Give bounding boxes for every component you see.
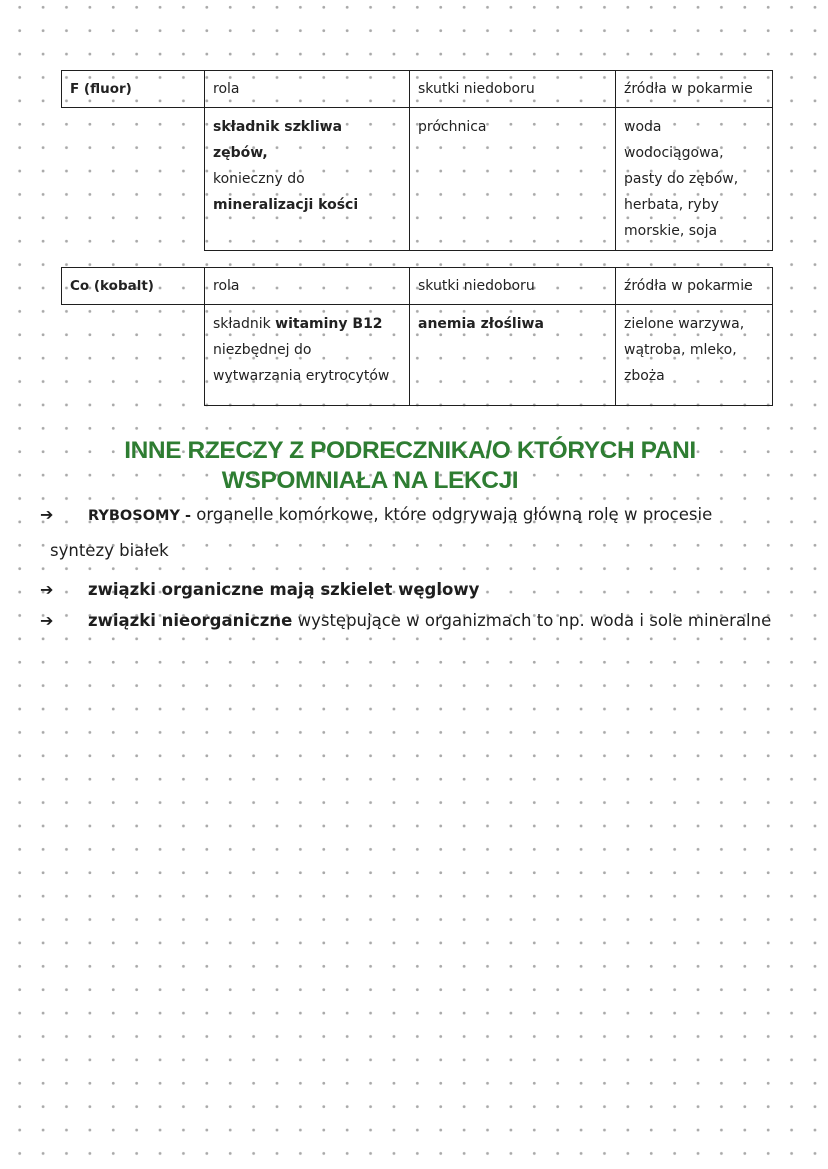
table-row [62,108,773,251]
note-strong: RYBOSOMY - [88,508,192,524]
table-row [62,305,773,406]
role-line-3: wytwarzania erytrocytów [213,368,390,384]
role-strong-2: mineralizacji kości [213,197,359,213]
note-text: organelle komórkowe, które odgrywają główną rolę w procesie [191,505,713,524]
header-deficiency: skutki niedoboru [410,268,616,305]
source-item: zboża [624,368,665,384]
header-role: rola [205,71,410,108]
role-strong-1: składnik szkliwa zębów, [213,119,343,161]
header-sources: źródła w pokarmie [616,268,773,305]
header-sources: źródła w pokarmie [616,71,773,108]
empty-cell [62,305,205,406]
role-cell [205,305,410,406]
deficiency-cell: próchnica [410,108,616,251]
cobalt-table [61,267,773,406]
element-symbol: F (fluor) [62,71,205,108]
deficiency-cell: anemia złośliwa [410,305,616,406]
source-item: woda wodociągowa, [624,119,724,161]
empty-cell [62,108,205,251]
role-cell [205,108,410,251]
arrow-icon: ➔ [40,611,54,630]
fluor-table [61,70,773,251]
header-role: rola [205,268,410,305]
source-item: pasty do zębów, [624,171,739,187]
arrow-icon: ➔ [40,505,54,524]
source-item: herbata, ryby [624,197,719,213]
sources-cell [616,305,773,406]
table-header-row [62,268,773,305]
note-item-ribosomes [40,502,800,529]
section-heading-line-2: WSPOMNIAŁA NA LEKCJI [221,467,519,494]
note-item-organic [40,577,800,603]
source-item: morskie, soja [624,223,718,239]
arrow-icon: ➔ [40,580,54,599]
role-strong-1: witaminy B12 [275,316,383,332]
note-strong: związki organiczne mają szkielet węglowy [88,580,480,599]
role-text-1: składnik [213,316,276,332]
role-line-2: niezbędnej do [213,342,312,358]
element-symbol: Co (kobalt) [62,268,205,305]
role-text-1: konieczny do [213,171,305,187]
source-item: wątroba, mleko, [624,342,737,358]
source-item: zielone warzywa, [624,316,745,332]
table-header-row [62,71,773,108]
note-item-inorganic [40,608,800,634]
section-heading-line-1: INNE RZECZY Z PODRECZNIKA/O KTÓRYCH PANI [124,437,696,464]
sources-cell [616,108,773,251]
note-text: występujące w organizmach to np. woda i sole mineralne [292,611,772,630]
header-deficiency: skutki niedoboru [410,71,616,108]
note-strong: związki nieorganiczne [88,611,293,630]
note-continuation: syntezy białek [50,541,169,560]
